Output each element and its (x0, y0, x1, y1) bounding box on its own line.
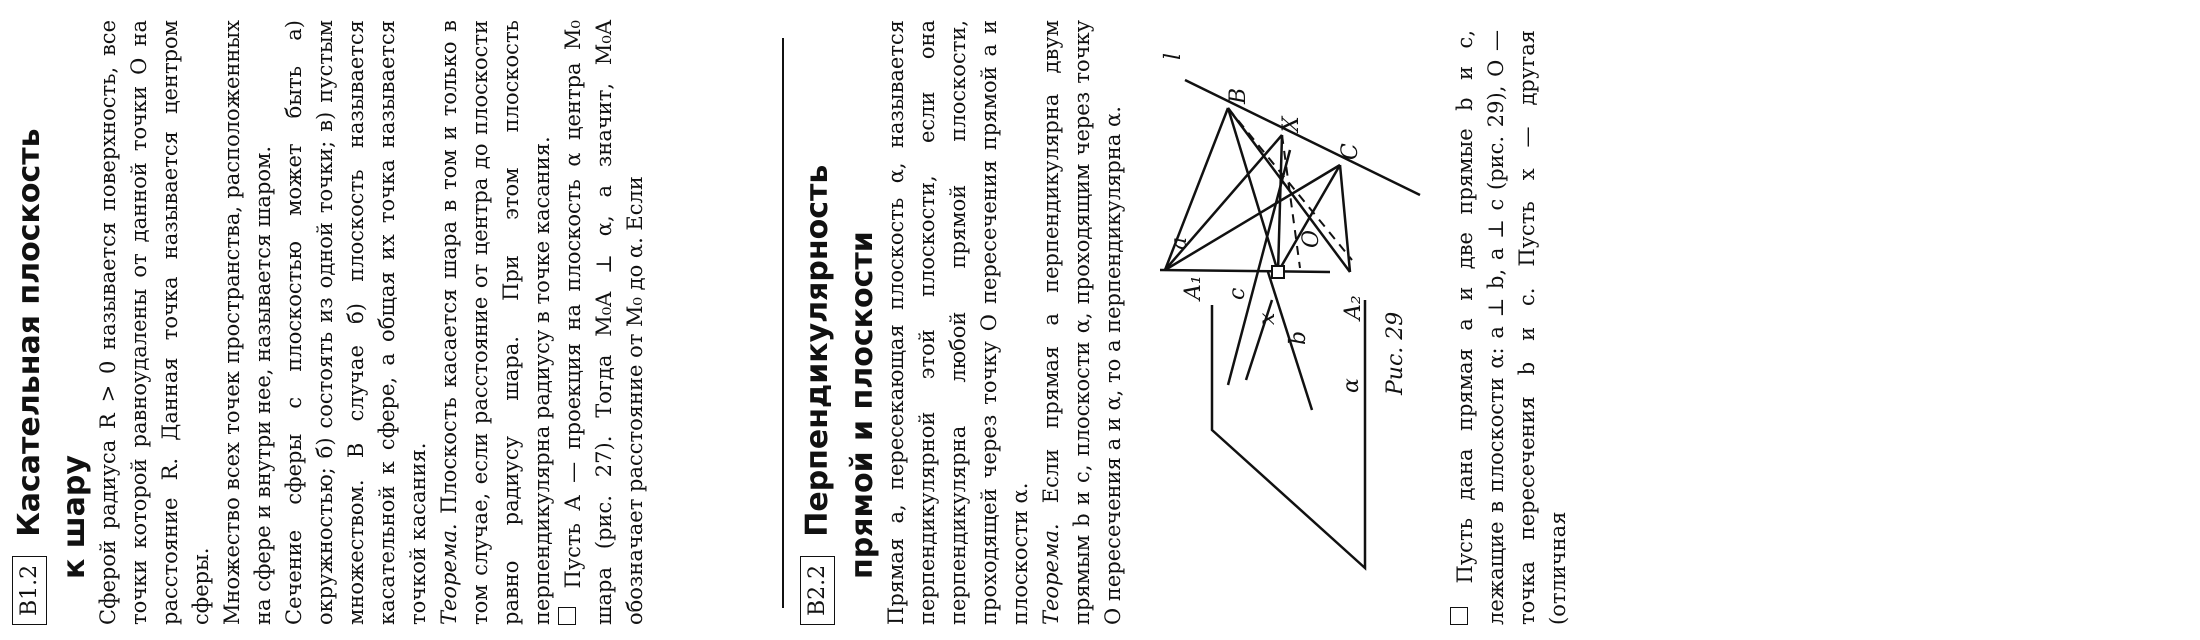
line-x-lower (1246, 300, 1272, 380)
paragraph-theorem (1036, 20, 1129, 625)
proof-square-icon (1451, 607, 1469, 625)
label-b-line: b (1286, 330, 1311, 345)
line-l (1185, 80, 1420, 195)
figure-caption: Рис. 29 (1383, 311, 1408, 395)
label-b-point: B (1226, 87, 1251, 104)
section-title: Касательная плоскость (12, 128, 47, 537)
section-number-box: B2.2 (800, 556, 835, 625)
section-b2-2 (800, 20, 1170, 625)
label-x-point: X (1279, 116, 1304, 132)
section-heading (12, 20, 57, 625)
column-divider (782, 38, 784, 608)
label-x-line: x (1255, 312, 1280, 325)
line-x (1278, 135, 1282, 272)
label-o: O (1299, 229, 1324, 248)
segment-c-o (1278, 165, 1340, 272)
theorem-text: Если прямая a перпендикулярна двум прямым b и c, плоскости α, проходящим через точку O пересечения a и α, то a перпендикулярна α. (1039, 20, 1125, 625)
paragraph-section-cases: Сечение сферы с плоскостью может быть а) окружностью; б) состоять из одной точки; в) пустым множеством. В случае б) плоскость называется касательной к сфере, а общая их точка называется точкой касания. (282, 20, 430, 625)
paragraph-theorem (434, 20, 558, 625)
paragraph-proof (1450, 30, 1574, 625)
label-l: l (1161, 52, 1186, 60)
proof-text: Пусть дана прямая a и две прямые b и c, лежащие в плоскости α: a ⊥ b, a ⊥ c (рис. 29), O — точка пересечения b и c. Пусть x — другая (отличная (1453, 30, 1570, 625)
label-a2: A₂ (1341, 295, 1366, 320)
label-c-line: c (1225, 287, 1250, 300)
paragraph-proof (558, 20, 651, 625)
theorem-text: Плоскость касается шара в том и только в том случае, если расстояние от центра до плоскости равно радиусу шара. При этом плоскость перпендикулярна радиусу в точке касания. (437, 20, 554, 625)
proof-square-icon (559, 607, 577, 625)
segment-a1-c (1165, 165, 1340, 270)
label-c-point: C (1338, 143, 1363, 160)
line-a (1160, 270, 1330, 272)
paragraph-sphere-definition: Сферой радиуса R > 0 называется поверхность, все точки которой равноудалены от данной точки O на расстояние R. Данная точка называется центром сферы. (96, 20, 213, 625)
segment-c-a2 (1340, 165, 1350, 272)
label-a: a (1167, 236, 1192, 250)
section-heading (800, 20, 845, 625)
label-a1: A₁ (1181, 275, 1206, 300)
point-o-marker (1272, 266, 1284, 278)
paragraph-ball-definition: Множество всех точек пространства, расположенных на сфере и внутри нее, называется шаром. (220, 20, 275, 625)
section-b1-2 (12, 20, 782, 625)
section-title: Перпендикулярность (800, 164, 835, 537)
label-alpha: α (1339, 378, 1364, 393)
theorem-label: Теорема. (437, 523, 461, 625)
section-number-box: B1.2 (12, 556, 47, 625)
proof-text: Пусть A — проекция на плоскость α центра M₀ шара (рис. 27). Тогда M₀A ⊥ α, а значит, M₀A обозначает расстояние от M₀ до α. Если (561, 20, 647, 625)
section-title-line2: прямой и плоскости (845, 231, 880, 579)
paragraph-perpendicular-definition: Прямая a, пересекающая плоскость α, называется перпендикулярной этой плоскости, если она перпендикулярна любой прямой плоскости, проходящей через точку O пересечения прямой a и плоскости α. (884, 20, 1032, 625)
section-title-line2: к шару (57, 455, 92, 579)
proof-continuation (1450, 30, 1570, 625)
theorem-label: Теорема. (1039, 523, 1063, 625)
